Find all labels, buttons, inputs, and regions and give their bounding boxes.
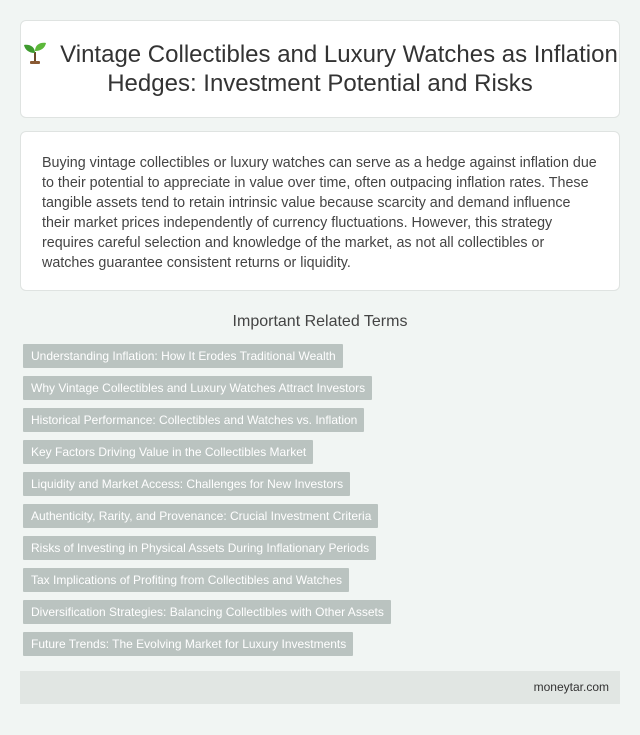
page-title-text: Vintage Collectibles and Luxury Watches as Inflation Hedges: Investment Potential and Risks <box>60 41 618 97</box>
footer-site-link[interactable]: moneytar.com <box>533 680 609 694</box>
related-terms-heading: Important Related Terms <box>232 313 408 330</box>
sprout-icon <box>22 41 48 65</box>
related-terms-list <box>23 344 391 664</box>
related-term-item[interactable]: Key Factors Driving Value in the Collectibles Market <box>23 440 313 464</box>
summary-text: Buying vintage collectibles or luxury watches can serve as a hedge against inflation due to their potential to appreciate in value over time, often outpacing inflation rates. These tangible assets tend to retain intrinsic value because scarcity and demand influence their market prices independently of currency fluctuations. However, this strategy requires careful selection and knowledge of the market, as not all collectibles or watches guarantee consistent returns or liquidity. <box>42 155 597 271</box>
related-term-item[interactable]: Tax Implications of Profiting from Collectibles and Watches <box>23 568 349 592</box>
related-term-item[interactable]: Future Trends: The Evolving Market for Luxury Investments <box>23 632 353 656</box>
page-title <box>21 40 619 98</box>
related-term-item[interactable]: Historical Performance: Collectibles and Watches vs. Inflation <box>23 408 364 432</box>
related-term-item[interactable]: Risks of Investing in Physical Assets During Inflationary Periods <box>23 536 376 560</box>
related-term-item[interactable]: Diversification Strategies: Balancing Collectibles with Other Assets <box>23 600 391 624</box>
related-term-item[interactable]: Authenticity, Rarity, and Provenance: Crucial Investment Criteria <box>23 504 378 528</box>
footer <box>20 671 620 704</box>
related-term-item[interactable]: Understanding Inflation: How It Erodes Traditional Wealth <box>23 344 343 368</box>
related-term-item[interactable]: Liquidity and Market Access: Challenges for New Investors <box>23 472 350 496</box>
summary-card <box>20 131 620 291</box>
title-card <box>20 20 620 118</box>
related-term-item[interactable]: Why Vintage Collectibles and Luxury Watches Attract Investors <box>23 376 372 400</box>
